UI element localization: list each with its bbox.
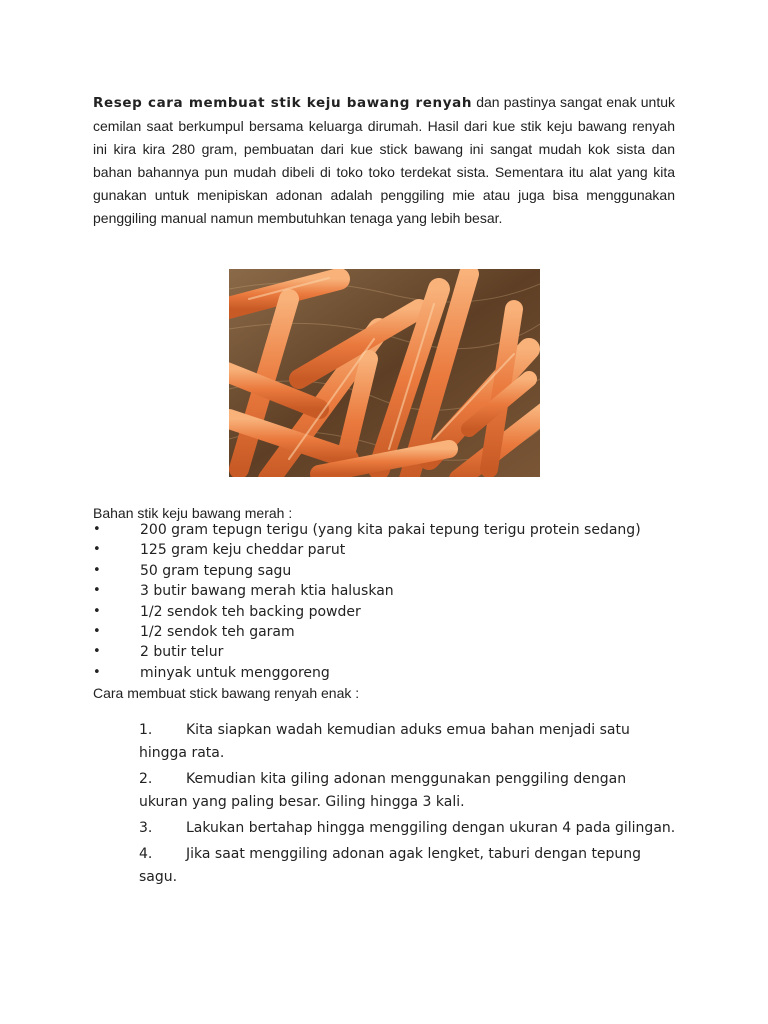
step-number: 2. bbox=[139, 771, 153, 787]
ingredient-text: 125 gram keju cheddar parut bbox=[140, 542, 346, 559]
ingredient-text: 200 gram tepugn terigu (yang kita pakai tepung terigu protein sedang) bbox=[140, 522, 641, 538]
step-number: 3. bbox=[139, 820, 153, 836]
bullet-icon: • bbox=[93, 522, 101, 537]
cheese-stick-illustration bbox=[229, 269, 540, 477]
step-text: Kita siapkan wadah kemudian aduks emua bahan menjadi satu hingga rata. bbox=[139, 722, 630, 761]
step-text: Lakukan bertahap hingga menggiling dengan ukuran 4 pada gilingan. bbox=[186, 820, 676, 836]
step-text: Kemudian kita giling adonan menggunakan penggiling dengan ukuran yang paling besar. Giling hingga 3 kali. bbox=[139, 771, 627, 810]
bullet-icon: • bbox=[93, 664, 101, 680]
steps-list bbox=[139, 719, 679, 892]
ingredient-item bbox=[93, 622, 733, 642]
ingredient-text: 2 butir telur bbox=[140, 644, 224, 661]
ingredient-text: 50 gram tepung sagu bbox=[140, 562, 292, 579]
step-item bbox=[139, 768, 679, 814]
bullet-icon: • bbox=[93, 562, 101, 578]
intro-paragraph bbox=[93, 91, 675, 230]
cheese-stick-photo bbox=[229, 269, 540, 477]
ingredient-item bbox=[93, 642, 733, 662]
ingredient-item bbox=[93, 540, 733, 560]
step-item bbox=[139, 843, 679, 889]
intro-lead: Resep cara membuat stik keju bawang renyah bbox=[93, 95, 473, 111]
ingredients-title: Bahan stik keju bawang merah : bbox=[93, 505, 293, 521]
bullet-icon: • bbox=[93, 583, 101, 599]
step-item bbox=[139, 817, 679, 840]
bullet-icon: • bbox=[93, 542, 101, 558]
step-number: 1. bbox=[139, 722, 153, 738]
ingredient-item bbox=[93, 581, 733, 601]
bullet-icon: • bbox=[93, 644, 101, 660]
ingredient-text: minyak untuk menggoreng bbox=[140, 664, 330, 681]
ingredient-text: 1/2 sendok teh garam bbox=[140, 623, 295, 640]
step-number: 4. bbox=[139, 846, 153, 862]
step-item bbox=[139, 719, 679, 765]
ingredient-text: 3 butir bawang merah ktia haluskan bbox=[140, 583, 394, 600]
bullet-icon: • bbox=[93, 603, 101, 619]
bullet-icon: • bbox=[93, 623, 101, 639]
steps-title: Cara membuat stick bawang renyah enak : bbox=[93, 685, 360, 701]
ingredient-text: 1/2 sendok teh backing powder bbox=[140, 603, 361, 620]
ingredients-list bbox=[93, 520, 733, 683]
ingredient-item bbox=[93, 663, 733, 683]
ingredient-item bbox=[93, 561, 733, 581]
ingredient-item bbox=[93, 602, 733, 622]
step-text: Jika saat menggiling adonan agak lengket, taburi dengan tepung sagu. bbox=[139, 846, 642, 885]
intro-text: dan pastinya sangat enak untuk cemilan saat berkumpul bersama keluarga dirumah. Hasil dari kue stik keju bawang renyah ini kira kira 280 gram, pembuatan dari kue stick bawang ini sangat mudah kok sista dan bahan bahannya pun mudah dibeli di toko toko terdekat sista. Sementara itu alat yang kita gunakan untuk menipiskan adonan adalah penggiling mie atau juga bisa menggunakan penggiling manual namun membutuhkan tenaga yang lebih besar. bbox=[93, 94, 675, 226]
ingredient-item bbox=[93, 520, 733, 540]
